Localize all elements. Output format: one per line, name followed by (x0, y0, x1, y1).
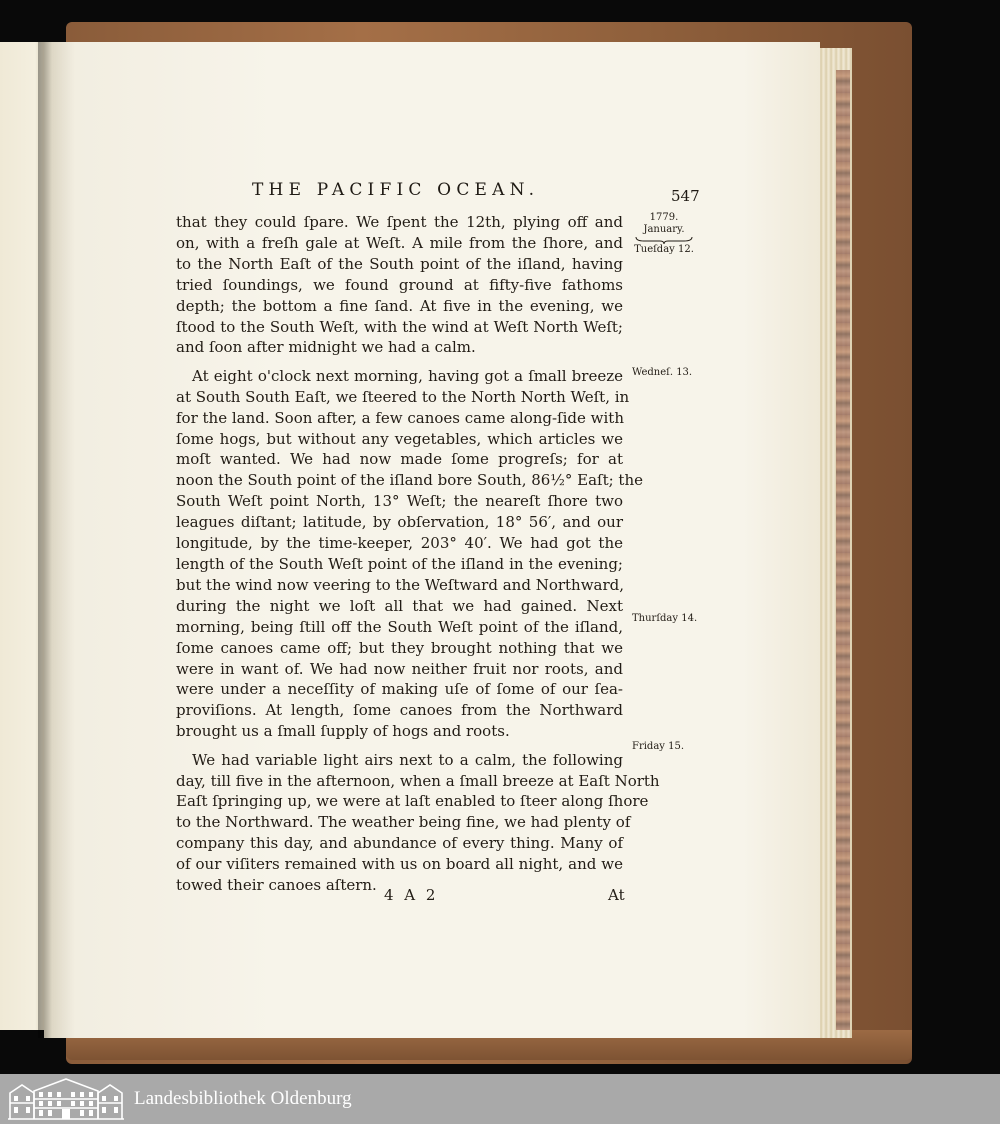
catchword: At (608, 886, 625, 904)
text-line: but the wind now veering to the Weſtward and Northward, (176, 575, 625, 594)
text-line: We had variable light airs next to a calm, the following (192, 750, 623, 769)
text-line: were under a neceſſity of making uſe of ſome of our ſea- (176, 680, 623, 699)
library-footer-bar (0, 1074, 1000, 1124)
text-line: noon the South point of the iſland bore South, 86½° Eaſt; the (176, 471, 643, 490)
margin-month: January. (643, 224, 685, 235)
text-line: and ſoon after midnight we had a calm. (176, 338, 476, 357)
text-line: day, till five in the afternoon, when a ſmall breeze at Eaſt North (176, 771, 660, 790)
text-line: tried ſoundings, we found ground at fifty-five fathoms (176, 275, 623, 294)
margin-year: 1779. (649, 212, 679, 223)
text-line: at South South Eaſt, we ſteered to the North North Weſt, in (176, 387, 630, 406)
text-line: were in want of. We had now neither fruit nor roots, and (176, 659, 623, 678)
text-line: depth; the bottom a fine ſand. At five in the evening, we (176, 296, 623, 315)
page-number: 547 (671, 187, 700, 205)
text-line: Eaſt ſpringing up, we were at laſt enabled to ſteer along ſhore (176, 792, 649, 811)
paragraph-3 (176, 750, 660, 896)
running-head: THE PACIFIC OCEAN. (252, 180, 540, 200)
text-line: longitude, by the time-keeper, 203° 40′. We had got the (176, 534, 623, 553)
text-line: length of the South Weſt point of the iſland in the evening; (176, 555, 623, 573)
text-line: South Weſt point North, 13° Weſt; the neareſt ſhore two (176, 492, 623, 511)
paragraph-1 (176, 212, 623, 358)
text-line: moſt wanted. We had now made ſome progreſs; for at (176, 450, 623, 469)
margin-wednesday: Wedneſ. 13. (632, 367, 693, 378)
text-line: for the land. Soon after, a few canoes came along-ſide with (176, 408, 624, 427)
text-line: to the North Eaſt of the South point of the iſland, having (176, 254, 623, 273)
gutter-shadow (38, 42, 52, 1038)
text-line: At eight o'clock next morning, having got a ſmall breeze (192, 366, 623, 385)
text-line: proviſions. At length, ſome canoes from the Northward (176, 701, 623, 720)
text-line: ſtood to the South Weſt, with the wind at Weſt North Weſt; (176, 317, 623, 336)
text-line: morning, being ſtill off the South Weſt point of the iſland, (176, 617, 623, 636)
library-name: Landesbibliothek Oldenburg (134, 1088, 352, 1109)
text-line: company this day, and abundance of every thing. Many of (176, 834, 623, 853)
text-line: of our viſiters remained with us on board all night, and we (176, 855, 623, 874)
text-line: on, with a freſh gale at Weſt. A mile from the ſhore, and (176, 233, 623, 252)
margin-tuesday: Tueſday 12. (634, 244, 694, 255)
text-line: brought us a ſmall ſupply of hogs and roots. (176, 722, 510, 741)
text-line: that they could ſpare. We ſpent the 12th, plying off and (176, 213, 623, 231)
brace-mark (634, 236, 694, 244)
margin-date-block (632, 212, 696, 256)
marbled-edge (836, 70, 850, 1030)
margin-friday: Friday 15. (632, 741, 685, 752)
text-line: ſome canoes came off; but they brought nothing that we (176, 638, 623, 657)
text-line: ſome hogs, but without any vegetables, which articles we (176, 429, 623, 448)
text-line: during the night we loſt all that we had gained. Next (176, 596, 623, 615)
paragraph-2 (176, 366, 643, 742)
library-building-logo (8, 1077, 124, 1121)
signature-mark: 4 A 2 (384, 886, 439, 904)
text-line: towed their canoes aſtern. (176, 876, 377, 895)
text-line: to the Northward. The weather being fine, we had plenty of (176, 813, 631, 832)
text-line: leagues diſtant; latitude, by obſervation, 18° 56′, and our (176, 513, 623, 532)
margin-thursday: Thurſday 14. (632, 613, 698, 624)
